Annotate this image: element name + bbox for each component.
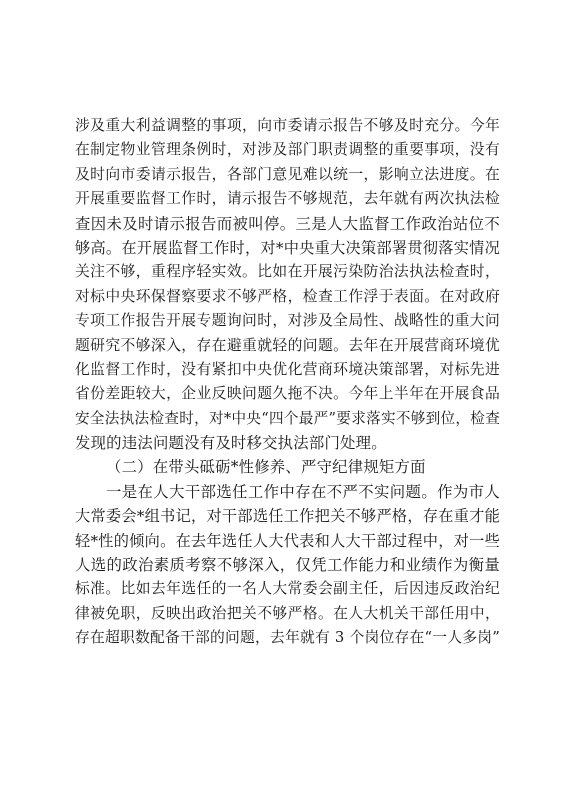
text-line: 安全法执法检查时，对*中央“四个最严”要求落实不够到位，检查 xyxy=(75,409,500,427)
text-line: 及时向市委请示报告，各部门意见难以统一，影响立法进度。在 xyxy=(75,165,500,183)
text-line: 标准。比如去年选任的一名人大常委会副主任，后因违反政治纪 xyxy=(75,580,500,598)
text-line: 轻*性的倾向。在去年选任人大代表和人大干部过程中，对一些 xyxy=(75,531,500,550)
text-line: 对标中央环保督察要求不够严格，检查工作浮于表面。在对政府 xyxy=(75,287,500,305)
body-text xyxy=(75,114,500,651)
text-line: 一是在人大干部选任工作中存在不严不实问题。作为市人 xyxy=(106,482,500,501)
text-line: 题研究不够深入，存在避重就轻的问题。去年在开展营商环境优 xyxy=(75,336,500,354)
text-line: 发现的违法问题没有及时移交执法部门处理。 xyxy=(75,434,387,453)
text-line: 化监督工作时，没有紧扣中央优化营商环境决策部署，对标先进 xyxy=(75,360,500,378)
text-line: 人选的政治素质考察不够深入，仅凭工作能力和业绩作为衡量 xyxy=(75,556,500,575)
text-line: 省份差距较大，企业反映问题久拖不决。今年上半年在开展食品 xyxy=(75,385,500,403)
text-line: 开展重要监督工作时，请示报告不够规范，去年就有两次执法检 xyxy=(75,190,500,208)
text-line: 律被免职，反映出政治把关不够严格。在人大机关干部任用中， xyxy=(75,604,500,622)
text-line: 查因未及时请示报告而被叫停。三是人大监督工作政治站位不 xyxy=(75,214,500,233)
text-line: 够高。在开展监督工作时，对*中央重大决策部署贯彻落实情况 xyxy=(75,238,500,257)
text-line: 在制定物业管理条例时，对涉及部门职责调整的重要事项，没有 xyxy=(75,141,500,159)
text-line: 涉及重大利益调整的事项，向市委请示报告不够及时充分。今年 xyxy=(75,117,500,134)
text-line: 专项工作报告开展专题询问时，对涉及全局性、战略性的重大问 xyxy=(75,312,500,330)
text-line: 大常委会*组书记，对干部选任工作把关不够严格，存在重才能 xyxy=(75,507,500,526)
section-heading: （二）在带头砥砺*性修养、严守纪律规矩方面 xyxy=(106,458,426,477)
text-line: 存在超职数配备干部的问题，去年就有 3 个岗位存在“一人多岗” xyxy=(75,629,500,647)
text-line: 关注不够，重程序轻实效。比如在开展污染防治法执法检查时， xyxy=(75,263,500,281)
